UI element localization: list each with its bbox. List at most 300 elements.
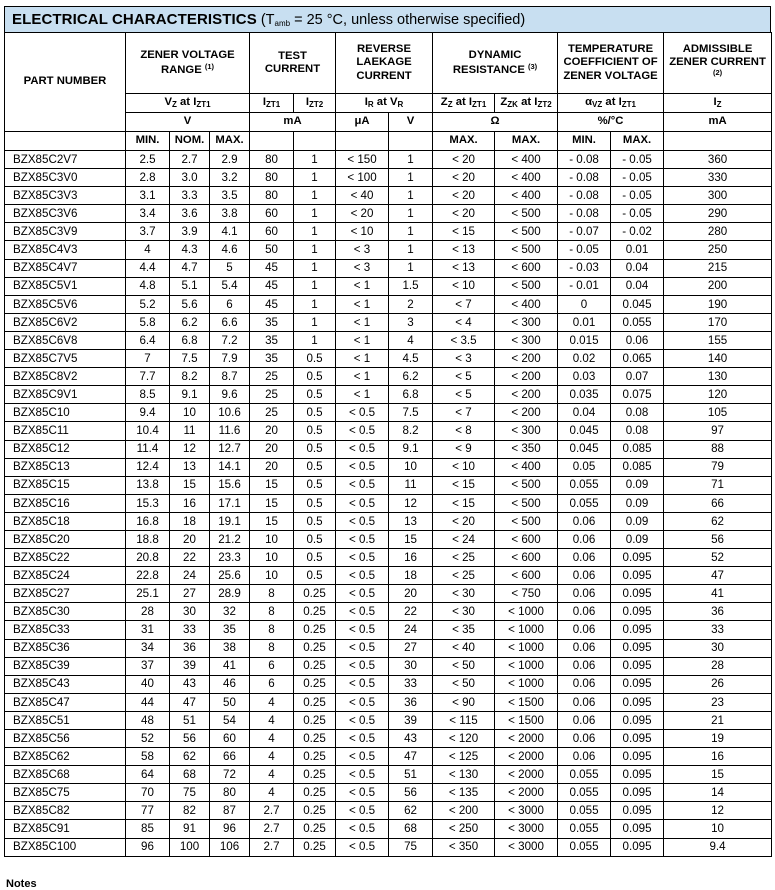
table-title: ELECTRICAL CHARACTERISTICS: [12, 11, 257, 28]
cell-izt1: 10: [250, 530, 294, 548]
cell-tc-max: 0.04: [611, 277, 664, 295]
cell-ir: < 1: [336, 295, 389, 313]
cell-tc-min: 0.045: [558, 440, 611, 458]
cell-vz-nom: 13: [170, 458, 210, 476]
table-row: [5, 151, 772, 169]
cell-vz-nom: 43: [170, 675, 210, 693]
cell-izt2: 0.5: [294, 549, 336, 567]
cell-vz-min: 16.8: [126, 512, 170, 530]
cell-zz-max: < 7: [433, 295, 495, 313]
cell-ir: < 10: [336, 223, 389, 241]
cell-part-number: BZX85C18: [5, 512, 126, 530]
cell-zzk-max: < 500: [495, 205, 558, 223]
cell-tc-min: - 0.01: [558, 277, 611, 295]
cell-vz-min: 3.7: [126, 223, 170, 241]
cell-vz-nom: 51: [170, 711, 210, 729]
cell-iz: 33: [664, 621, 772, 639]
cell-part-number: BZX85C11: [5, 422, 126, 440]
cell-zz-max: < 13: [433, 241, 495, 259]
cell-iz: 290: [664, 205, 772, 223]
sub-nom: NOM.: [170, 132, 210, 151]
cell-part-number: BZX85C62: [5, 748, 126, 766]
cell-iz: 360: [664, 151, 772, 169]
cell-vz-min: 85: [126, 820, 170, 838]
cell-ir: < 0.5: [336, 730, 389, 748]
table-row: [5, 169, 772, 187]
cell-zz-max: < 20: [433, 205, 495, 223]
cell-ir: < 0.5: [336, 549, 389, 567]
cell-ir: < 1: [336, 331, 389, 349]
cell-ir: < 40: [336, 187, 389, 205]
cell-vz-max: 4.1: [210, 223, 250, 241]
cell-vz-max: 12.7: [210, 440, 250, 458]
table-row: [5, 476, 772, 494]
cell-part-number: BZX85C8V2: [5, 368, 126, 386]
cell-iz: 15: [664, 766, 772, 784]
cell-ir: < 0.5: [336, 603, 389, 621]
cell-izt1: 8: [250, 603, 294, 621]
cell-vz-min: 77: [126, 802, 170, 820]
cell-part-number: BZX85C43: [5, 675, 126, 693]
cell-vz-nom: 62: [170, 748, 210, 766]
cell-vz-max: 2.9: [210, 151, 250, 169]
cell-iz: 190: [664, 295, 772, 313]
cell-izt2: 1: [294, 259, 336, 277]
cell-vz-min: 4.8: [126, 277, 170, 295]
cell-ir: < 0.5: [336, 621, 389, 639]
unit-resistance: Ω: [433, 113, 558, 132]
cell-part-number: BZX85C56: [5, 730, 126, 748]
cell-vz-max: 17.1: [210, 494, 250, 512]
cell-vz-max: 54: [210, 711, 250, 729]
cell-izt2: 1: [294, 205, 336, 223]
cell-vz-min: 9.4: [126, 404, 170, 422]
cell-zzk-max: < 200: [495, 368, 558, 386]
cell-vr: 7.5: [389, 404, 433, 422]
cell-vz-max: 106: [210, 838, 250, 856]
cell-izt2: 0.25: [294, 711, 336, 729]
cell-iz: 9.4: [664, 838, 772, 856]
cell-vz-nom: 9.1: [170, 386, 210, 404]
cell-vz-max: 35: [210, 621, 250, 639]
cell-izt2: 0.5: [294, 530, 336, 548]
cell-tc-min: 0.06: [558, 748, 611, 766]
cell-zz-max: < 3: [433, 350, 495, 368]
table-row: [5, 802, 772, 820]
cell-ir: < 100: [336, 169, 389, 187]
symbol-iz: $I_Z$: [664, 94, 772, 113]
cell-vz-nom: 47: [170, 693, 210, 711]
cell-zz-max: < 350: [433, 838, 495, 856]
cell-izt1: 20: [250, 422, 294, 440]
cell-iz: 30: [664, 639, 772, 657]
cell-ir: < 0.5: [336, 784, 389, 802]
cell-izt1: 35: [250, 331, 294, 349]
header-temp-coefficient: TEMPERATURE COEFFICIENT OF ZENER VOLTAGE: [558, 33, 664, 94]
cell-tc-max: 0.095: [611, 730, 664, 748]
table-row: [5, 621, 772, 639]
cell-part-number: BZX85C10: [5, 404, 126, 422]
cell-tc-max: 0.06: [611, 331, 664, 349]
cell-zz-max: < 4: [433, 313, 495, 331]
cell-izt1: 35: [250, 350, 294, 368]
cell-izt1: 2.7: [250, 838, 294, 856]
cell-part-number: BZX85C24: [5, 567, 126, 585]
cell-part-number: BZX85C6V2: [5, 313, 126, 331]
cell-ir: < 0.5: [336, 820, 389, 838]
table-row: [5, 404, 772, 422]
cell-zz-max: < 20: [433, 187, 495, 205]
cell-part-number: BZX85C51: [5, 711, 126, 729]
cell-vz-min: 25.1: [126, 585, 170, 603]
cell-vz-max: 3.8: [210, 205, 250, 223]
cell-vz-max: 3.5: [210, 187, 250, 205]
cell-zzk-max: < 400: [495, 458, 558, 476]
cell-part-number: BZX85C6V8: [5, 331, 126, 349]
cell-izt2: 0.25: [294, 657, 336, 675]
cell-vz-min: 6.4: [126, 331, 170, 349]
cell-izt2: 0.5: [294, 386, 336, 404]
cell-vz-max: 14.1: [210, 458, 250, 476]
cell-izt2: 1: [294, 313, 336, 331]
unit-temp-coef: %/°C: [558, 113, 664, 132]
cell-part-number: BZX85C3V3: [5, 187, 126, 205]
cell-vr: 1: [389, 241, 433, 259]
cell-izt2: 0.5: [294, 368, 336, 386]
cell-vz-nom: 56: [170, 730, 210, 748]
cell-izt2: 0.5: [294, 440, 336, 458]
cell-vr: 1: [389, 223, 433, 241]
cell-izt1: 25: [250, 386, 294, 404]
table-header: [5, 33, 772, 151]
cell-vz-nom: 10: [170, 404, 210, 422]
cell-izt1: 15: [250, 494, 294, 512]
cell-tc-max: 0.095: [611, 693, 664, 711]
cell-iz: 97: [664, 422, 772, 440]
cell-izt1: 80: [250, 169, 294, 187]
cell-vz-max: 11.6: [210, 422, 250, 440]
symbol-alpha-vz: $\alpha_{VZ}$ at $I_{ZT1}$: [558, 94, 664, 113]
cell-part-number: BZX85C4V3: [5, 241, 126, 259]
cell-izt2: 0.25: [294, 693, 336, 711]
cell-izt2: 1: [294, 169, 336, 187]
unit-voltage: V: [126, 113, 250, 132]
cell-iz: 66: [664, 494, 772, 512]
cell-izt1: 25: [250, 404, 294, 422]
cell-vz-max: 50: [210, 693, 250, 711]
cell-izt1: 60: [250, 205, 294, 223]
header-test-current: TEST CURRENT: [250, 33, 336, 94]
cell-zzk-max: < 200: [495, 350, 558, 368]
cell-tc-max: 0.095: [611, 766, 664, 784]
cell-part-number: BZX85C27: [5, 585, 126, 603]
cell-vr: 4: [389, 331, 433, 349]
cell-zz-max: < 3.5: [433, 331, 495, 349]
cell-izt1: 10: [250, 549, 294, 567]
cell-ir: < 1: [336, 277, 389, 295]
cell-ir: < 0.5: [336, 567, 389, 585]
header-zener-voltage: ZENER VOLTAGE RANGE $^{(1)}$: [126, 33, 250, 94]
cell-izt2: 0.5: [294, 422, 336, 440]
symbol-zzk: $Z_{ZK}$ at $I_{ZT2}$: [495, 94, 558, 113]
cell-izt2: 0.5: [294, 512, 336, 530]
cell-tc-min: - 0.08: [558, 205, 611, 223]
cell-iz: 200: [664, 277, 772, 295]
cell-vr: 27: [389, 639, 433, 657]
table-row: [5, 838, 772, 856]
notes-label: Notes: [6, 878, 37, 890]
cell-vz-nom: 24: [170, 567, 210, 585]
cell-zzk-max: < 600: [495, 567, 558, 585]
cell-zzk-max: < 2000: [495, 766, 558, 784]
cell-vr: 43: [389, 730, 433, 748]
cell-iz: 140: [664, 350, 772, 368]
cell-izt2: 0.5: [294, 494, 336, 512]
cell-zz-max: < 115: [433, 711, 495, 729]
cell-izt1: 4: [250, 693, 294, 711]
cell-vr: 1: [389, 205, 433, 223]
cell-zzk-max: < 1000: [495, 675, 558, 693]
cell-vz-min: 4.4: [126, 259, 170, 277]
cell-vz-max: 6: [210, 295, 250, 313]
cell-tc-max: 0.065: [611, 350, 664, 368]
cell-vz-min: 4: [126, 241, 170, 259]
unit-test-current: mA: [250, 113, 336, 132]
sub-zzk-max: MAX.: [495, 132, 558, 151]
cell-vz-max: 66: [210, 748, 250, 766]
cell-vr: 36: [389, 693, 433, 711]
cell-vz-max: 32: [210, 603, 250, 621]
cell-izt1: 4: [250, 784, 294, 802]
table-row: [5, 567, 772, 585]
cell-part-number: BZX85C91: [5, 820, 126, 838]
cell-izt2: 0.25: [294, 603, 336, 621]
cell-vz-min: 37: [126, 657, 170, 675]
cell-vr: 11: [389, 476, 433, 494]
cell-zz-max: < 10: [433, 458, 495, 476]
table-row: [5, 295, 772, 313]
cell-tc-min: 0: [558, 295, 611, 313]
cell-iz: 21: [664, 711, 772, 729]
cell-izt2: 0.25: [294, 784, 336, 802]
cell-zzk-max: < 400: [495, 187, 558, 205]
table-row: [5, 205, 772, 223]
cell-vz-nom: 20: [170, 530, 210, 548]
cell-iz: 14: [664, 784, 772, 802]
cell-zz-max: < 90: [433, 693, 495, 711]
cell-zz-max: < 13: [433, 259, 495, 277]
cell-vr: 62: [389, 802, 433, 820]
cell-vz-max: 3.2: [210, 169, 250, 187]
cell-izt1: 80: [250, 187, 294, 205]
cell-vr: 12: [389, 494, 433, 512]
cell-zzk-max: < 400: [495, 151, 558, 169]
unit-leakage: μA: [336, 113, 389, 132]
cell-tc-max: 0.095: [611, 639, 664, 657]
spec-sheet: [4, 6, 771, 857]
cell-izt1: 45: [250, 277, 294, 295]
cell-tc-max: 0.095: [611, 603, 664, 621]
cell-vz-nom: 16: [170, 494, 210, 512]
cell-vz-nom: 22: [170, 549, 210, 567]
cell-vr: 51: [389, 766, 433, 784]
cell-vz-max: 6.6: [210, 313, 250, 331]
blank-header-cell: [336, 132, 389, 151]
cell-tc-max: 0.095: [611, 748, 664, 766]
cell-zzk-max: < 1000: [495, 621, 558, 639]
cell-tc-max: 0.095: [611, 838, 664, 856]
cell-tc-min: 0.06: [558, 530, 611, 548]
cell-tc-max: - 0.05: [611, 187, 664, 205]
cell-tc-min: 0.015: [558, 331, 611, 349]
cell-izt1: 4: [250, 766, 294, 784]
cell-tc-min: 0.055: [558, 766, 611, 784]
cell-vz-max: 28.9: [210, 585, 250, 603]
cell-ir: < 150: [336, 151, 389, 169]
table-row: [5, 277, 772, 295]
cell-iz: 105: [664, 404, 772, 422]
cell-tc-min: - 0.08: [558, 151, 611, 169]
cell-iz: 10: [664, 820, 772, 838]
cell-ir: < 3: [336, 241, 389, 259]
cell-izt1: 8: [250, 585, 294, 603]
cell-vz-max: 5: [210, 259, 250, 277]
table-title-bar: [4, 6, 771, 32]
table-row: [5, 350, 772, 368]
cell-izt2: 1: [294, 331, 336, 349]
cell-zzk-max: < 2000: [495, 730, 558, 748]
cell-vz-min: 44: [126, 693, 170, 711]
cell-zz-max: < 15: [433, 223, 495, 241]
table-row: [5, 331, 772, 349]
cell-vz-nom: 4.7: [170, 259, 210, 277]
cell-zzk-max: < 200: [495, 404, 558, 422]
cell-vz-nom: 5.1: [170, 277, 210, 295]
cell-tc-max: 0.075: [611, 386, 664, 404]
cell-tc-max: 0.01: [611, 241, 664, 259]
cell-izt2: 0.25: [294, 585, 336, 603]
cell-izt1: 45: [250, 259, 294, 277]
header-dynamic-resistance: DYNAMIC RESISTANCE $^{(3)}$: [433, 33, 558, 94]
cell-tc-min: 0.055: [558, 802, 611, 820]
cell-vz-min: 11.4: [126, 440, 170, 458]
cell-zzk-max: < 300: [495, 422, 558, 440]
cell-zz-max: < 35: [433, 621, 495, 639]
table-row: [5, 711, 772, 729]
cell-vr: 24: [389, 621, 433, 639]
cell-iz: 71: [664, 476, 772, 494]
cell-zz-max: < 50: [433, 657, 495, 675]
cell-izt2: 1: [294, 241, 336, 259]
cell-vz-min: 10.4: [126, 422, 170, 440]
cell-tc-min: 0.06: [558, 512, 611, 530]
cell-iz: 170: [664, 313, 772, 331]
table-row: [5, 223, 772, 241]
symbol-zz: $Z_Z$ at $I_{ZT1}$: [433, 94, 495, 113]
cell-izt1: 4: [250, 711, 294, 729]
cell-ir: < 3: [336, 259, 389, 277]
cell-ir: < 0.5: [336, 585, 389, 603]
cell-vz-max: 23.3: [210, 549, 250, 567]
cell-vz-min: 48: [126, 711, 170, 729]
cell-izt1: 8: [250, 621, 294, 639]
cell-vr: 30: [389, 657, 433, 675]
cell-tc-min: 0.06: [558, 621, 611, 639]
cell-tc-max: 0.04: [611, 259, 664, 277]
table-row: [5, 784, 772, 802]
cell-zzk-max: < 500: [495, 494, 558, 512]
cell-zzk-max: < 600: [495, 259, 558, 277]
cell-zz-max: < 20: [433, 151, 495, 169]
cell-izt1: 6: [250, 675, 294, 693]
cell-iz: 130: [664, 368, 772, 386]
cell-vz-max: 7.2: [210, 331, 250, 349]
cell-tc-min: 0.045: [558, 422, 611, 440]
cell-tc-min: 0.06: [558, 585, 611, 603]
cell-zzk-max: < 500: [495, 277, 558, 295]
cell-vz-min: 52: [126, 730, 170, 748]
cell-tc-max: 0.095: [611, 711, 664, 729]
cell-vz-nom: 33: [170, 621, 210, 639]
cell-iz: 56: [664, 530, 772, 548]
cell-vr: 1.5: [389, 277, 433, 295]
cell-tc-max: - 0.02: [611, 223, 664, 241]
cell-part-number: BZX85C39: [5, 657, 126, 675]
cell-vz-min: 70: [126, 784, 170, 802]
cell-part-number: BZX85C68: [5, 766, 126, 784]
cell-izt2: 0.25: [294, 675, 336, 693]
cell-zzk-max: < 500: [495, 476, 558, 494]
cell-vz-nom: 2.7: [170, 151, 210, 169]
cell-tc-min: 0.035: [558, 386, 611, 404]
cell-ir: < 20: [336, 205, 389, 223]
cell-izt1: 35: [250, 313, 294, 331]
cell-tc-max: - 0.05: [611, 151, 664, 169]
table-row: [5, 639, 772, 657]
cell-zzk-max: < 3000: [495, 838, 558, 856]
table-row: [5, 820, 772, 838]
cell-ir: < 0.5: [336, 494, 389, 512]
cell-vz-nom: 3.6: [170, 205, 210, 223]
cell-ir: < 0.5: [336, 675, 389, 693]
cell-vr: 4.5: [389, 350, 433, 368]
cell-vz-nom: 7.5: [170, 350, 210, 368]
cell-tc-min: - 0.03: [558, 259, 611, 277]
cell-part-number: BZX85C3V6: [5, 205, 126, 223]
cell-ir: < 1: [336, 350, 389, 368]
cell-part-number: BZX85C5V6: [5, 295, 126, 313]
cell-zzk-max: < 300: [495, 331, 558, 349]
cell-ir: < 0.5: [336, 802, 389, 820]
cell-vz-nom: 3.0: [170, 169, 210, 187]
cell-zzk-max: < 1000: [495, 657, 558, 675]
header-admissible-current: ADMISSIBLE ZENER CURRENT $^{(2)}$: [664, 33, 772, 94]
cell-vz-nom: 27: [170, 585, 210, 603]
cell-vz-nom: 4.3: [170, 241, 210, 259]
cell-vr: 68: [389, 820, 433, 838]
cell-vz-max: 10.6: [210, 404, 250, 422]
table-row: [5, 458, 772, 476]
cell-part-number: BZX85C75: [5, 784, 126, 802]
cell-vr: 6.2: [389, 368, 433, 386]
sub-min: MIN.: [126, 132, 170, 151]
cell-vz-max: 9.6: [210, 386, 250, 404]
cell-tc-max: 0.095: [611, 657, 664, 675]
cell-zz-max: < 25: [433, 549, 495, 567]
cell-tc-max: 0.09: [611, 512, 664, 530]
cell-izt2: 0.5: [294, 404, 336, 422]
cell-zzk-max: < 600: [495, 530, 558, 548]
